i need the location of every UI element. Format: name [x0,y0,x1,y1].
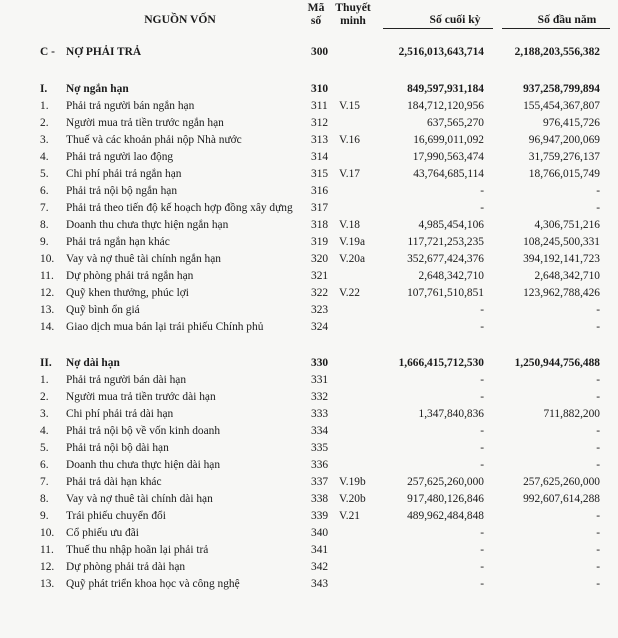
row-index: 11. [40,544,54,556]
section-long-term-row [0,357,618,374]
row-code: 341 [311,544,329,556]
row-end-value: 17,990,563,474 [412,151,484,163]
row-index: 2. [40,391,49,403]
row-index: 13. [40,578,55,590]
row-note: V.17 [339,168,360,180]
row-code: 342 [311,561,329,573]
row-index: 6. [40,459,49,471]
table-row [0,304,618,321]
row-index: 9. [40,236,49,248]
row-label: Trái phiếu chuyển đổi [66,510,166,522]
row-index: 9. [40,510,49,522]
header-source: NGUỒN VỐN [144,13,216,26]
row-begin-value: - [596,304,600,316]
row-label: Chi phí phải trả ngắn hạn [66,168,182,180]
row-label: Quỹ bình ổn giá [66,304,140,316]
row-begin-value: 937,258,799,894 [523,83,600,95]
row-begin-value: - [596,561,600,573]
table-row [0,459,618,476]
row-label: Người mua trả tiền trước dài hạn [66,391,216,403]
table-row [0,236,618,253]
table-row [0,408,618,425]
row-label: Phải trả ngắn hạn khác [66,236,170,248]
row-begin-value: - [596,527,600,539]
row-label: Phải trả nội bộ ngắn hạn [66,185,178,197]
row-note: V.21 [339,510,360,522]
row-index: 1. [40,374,49,386]
row-code: 316 [311,185,329,197]
row-note: V.20a [339,253,366,265]
table-row [0,219,618,236]
row-code: 339 [311,510,329,522]
row-index: 13. [40,304,55,316]
header-note-line1: Thuyết [335,1,371,14]
row-begin-value: - [596,425,600,437]
row-end-value: - [480,321,484,333]
table-row [0,270,618,287]
row-code: 333 [311,408,329,420]
row-code: 318 [311,219,329,231]
row-end-value: - [480,459,484,471]
row-begin-value: - [596,510,600,522]
row-index: 3. [40,408,49,420]
row-code: 319 [311,236,329,248]
row-begin-value: 108,245,500,331 [523,236,600,248]
row-label: Chi phí phải trả dài hạn [66,408,174,420]
header-note-line2: minh [340,14,366,27]
header-rule-end [383,28,493,29]
row-label: Nợ dài hạn [66,357,120,369]
row-begin-value: 2,648,342,710 [534,270,600,282]
row-begin-value: - [596,374,600,386]
row-index: 8. [40,219,49,231]
table-row [0,374,618,391]
row-begin-value: 992,607,614,288 [523,493,600,505]
table-row [0,391,618,408]
row-begin-value: 711,882,200 [543,408,600,420]
row-label: Doanh thu chưa thực hiện ngắn hạn [66,219,229,231]
row-label: Phải trả nội bộ dài hạn [66,442,169,454]
row-index: 5. [40,168,49,180]
table-row [0,117,618,134]
row-end-value: - [480,544,484,556]
row-label: Phải trả người bán dài hạn [66,374,187,386]
row-index: 7. [40,202,49,214]
row-code: 321 [311,270,329,282]
row-end-value: - [480,202,484,214]
row-index: 3. [40,134,49,146]
row-note: V.20b [339,493,366,505]
row-index: 14. [40,321,55,333]
row-label: NỢ PHẢI TRẢ [66,46,142,58]
row-end-value: - [480,578,484,590]
row-code: 332 [311,391,329,403]
row-code: 337 [311,476,329,488]
table-row [0,253,618,270]
table-row [0,493,618,510]
row-end-value: - [480,391,484,403]
row-index: I. [40,83,48,95]
row-begin-value: 257,625,260,000 [523,476,600,488]
row-code: 314 [311,151,329,163]
row-end-value: 1,347,840,836 [418,408,484,420]
row-begin-value: 976,415,726 [543,117,600,129]
row-begin-value: - [596,544,600,556]
header-rule-begin [502,28,610,29]
row-index: 4. [40,151,49,163]
table-row [0,202,618,219]
row-end-value: - [480,304,484,316]
row-index: 11. [40,270,54,282]
row-begin-value: - [596,442,600,454]
row-end-value: - [480,561,484,573]
row-end-value: - [480,527,484,539]
row-end-value: 184,712,120,956 [407,100,484,112]
row-label: Phải trả nội bộ về vốn kinh doanh [66,425,221,437]
row-label: Phải trả người lao động [66,151,174,163]
table-row [0,510,618,527]
row-end-value: 257,625,260,000 [407,476,484,488]
row-label: Quỹ khen thưởng, phúc lợi [66,287,189,299]
row-end-value: 637,565,270 [427,117,484,129]
table-row [0,151,618,168]
row-code: 322 [311,287,329,299]
table-row [0,578,618,595]
row-label: Quỹ phát triển khoa học và công nghệ [66,578,240,590]
row-end-value: - [480,442,484,454]
row-index: 12. [40,287,55,299]
row-code: 312 [311,117,329,129]
row-begin-value: 155,454,367,807 [523,100,600,112]
row-code: 311 [311,100,328,112]
row-index: 10. [40,527,55,539]
row-begin-value: - [596,578,600,590]
row-end-value: 2,648,342,710 [418,270,484,282]
row-code: 320 [311,253,329,265]
row-note: V.15 [339,100,360,112]
row-index: 6. [40,185,49,197]
row-index: C - [40,46,55,58]
row-code: 330 [311,357,329,369]
row-index: II. [40,357,52,369]
row-label: Doanh thu chưa thực hiện dài hạn [66,459,221,471]
row-note: V.22 [339,287,360,299]
row-label: Phải trả người bán ngắn hạn [66,100,195,112]
table-row [0,168,618,185]
row-label: Giao dịch mua bán lại trái phiếu Chính phủ [66,321,264,333]
row-end-value: 352,677,424,376 [407,253,484,265]
row-begin-value: - [596,459,600,471]
row-note: V.19b [339,476,366,488]
row-begin-value: 2,188,203,556,382 [514,46,600,58]
row-begin-value: 123,962,788,426 [523,287,600,299]
row-index: 4. [40,425,49,437]
row-code: 310 [311,83,329,95]
row-code: 324 [311,321,329,333]
row-note: V.19a [339,236,366,248]
header-code-line2: số [310,14,322,27]
row-end-value: 917,480,126,846 [407,493,484,505]
row-end-value: 489,962,484,848 [407,510,484,522]
row-code: 335 [311,442,329,454]
row-end-value: 4,985,454,106 [418,219,484,231]
table-row [0,321,618,338]
row-code: 313 [311,134,329,146]
row-note: V.16 [339,134,360,146]
table-row [0,100,618,117]
row-end-value: - [480,374,484,386]
row-label: Vay và nợ thuê tài chính dài hạn [66,493,213,505]
table-row [0,134,618,151]
row-code: 315 [311,168,329,180]
row-code: 334 [311,425,329,437]
row-label: Dự phòng phải trả ngắn hạn [66,270,194,282]
table-row [0,544,618,561]
row-begin-value: - [596,321,600,333]
table-row [0,287,618,304]
table-row [0,185,618,202]
row-end-value: 1,666,415,712,530 [398,357,484,369]
row-begin-value: 394,192,141,723 [523,253,600,265]
row-end-value: 849,597,931,184 [407,83,484,95]
row-code: 338 [311,493,329,505]
row-note: V.18 [339,219,360,231]
row-index: 1. [40,100,49,112]
row-index: 7. [40,476,49,488]
row-index: 5. [40,442,49,454]
section-liabilities-row [0,46,618,63]
section-short-term-row [0,83,618,100]
row-begin-value: 1,250,944,756,488 [514,357,600,369]
row-begin-value: - [596,391,600,403]
row-end-value: - [480,185,484,197]
row-begin-value: 4,306,751,216 [534,219,600,231]
row-label: Người mua trả tiền trước ngắn hạn [66,117,224,129]
table-row [0,442,618,459]
row-code: 317 [311,202,329,214]
row-begin-value: - [596,202,600,214]
row-end-value: 2,516,013,643,714 [398,46,484,58]
row-begin-value: 31,759,276,137 [528,151,600,163]
row-end-value: 43,764,685,114 [413,168,484,180]
row-label: Vay và nợ thuê tài chính ngắn hạn [66,253,222,265]
table-row [0,527,618,544]
row-code: 343 [311,578,329,590]
table-row [0,425,618,442]
row-begin-value: - [596,185,600,197]
row-index: 10. [40,253,55,265]
row-end-value: - [480,425,484,437]
row-end-value: 16,699,011,092 [413,134,484,146]
header-code-line1: Mã [307,1,325,14]
row-index: 8. [40,493,49,505]
row-label: Nợ ngắn hạn [66,83,129,95]
row-label: Thuế và các khoản phải nộp Nhà nước [66,134,242,146]
row-code: 331 [311,374,329,386]
row-end-value: 107,761,510,851 [407,287,484,299]
row-end-value: 117,721,253,235 [407,236,484,248]
row-code: 336 [311,459,329,471]
row-code: 323 [311,304,329,316]
row-code: 340 [311,527,329,539]
table-row [0,561,618,578]
row-index: 12. [40,561,55,573]
row-begin-value: 96,947,200,069 [528,134,600,146]
table-row [0,476,618,493]
row-label: Phải trả theo tiến độ kế hoạch hợp đồng xây dựng [66,202,293,214]
row-label: Phải trả dài hạn khác [66,476,162,488]
header-end-period: Số cuối kỳ [429,13,481,26]
header-begin-year: Số đầu năm [537,13,597,26]
row-code: 300 [311,46,329,58]
row-index: 2. [40,117,49,129]
row-begin-value: 18,766,015,749 [528,168,600,180]
row-label: Cổ phiếu ưu đãi [66,527,139,539]
row-label: Dự phòng phải trả dài hạn [66,561,186,573]
row-label: Thuế thu nhập hoãn lại phải trả [66,544,209,556]
